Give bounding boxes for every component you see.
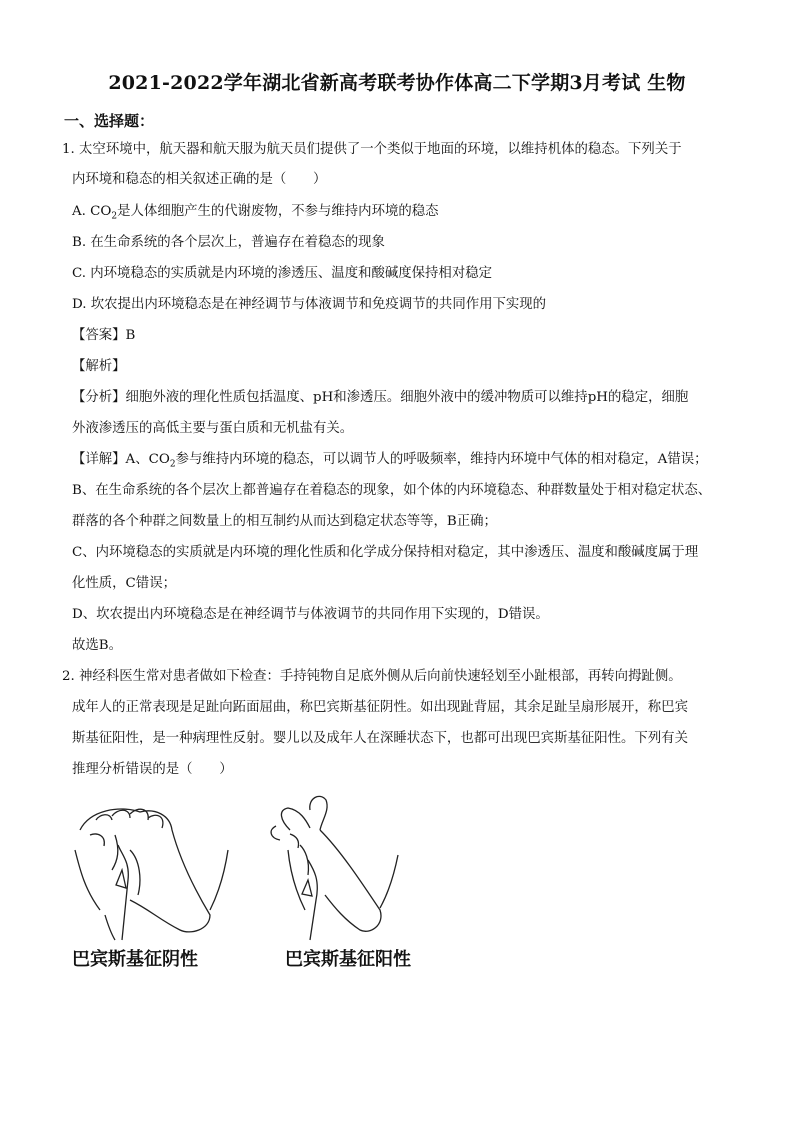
q1-option-b: B. 在生命系统的各个层次上，普遍存在着稳态的现象: [72, 235, 385, 250]
q1-jiexi-label: 【解析】: [72, 359, 126, 374]
q1-option-a-prefix: A. CO: [72, 204, 112, 219]
foot-negative-drawing: [75, 809, 228, 940]
foot-positive-drawing: [271, 796, 398, 940]
q1-detail-a: [72, 450, 708, 475]
q1-detail-b-line2: 群落的各个种群之间数量上的相互制约从而达到稳定状态等等，B正确；: [72, 514, 497, 529]
q1-detail-d: D、坎农提出内环境稳态是在神经调节与体液调节的共同作用下实现的，D错误。: [72, 607, 549, 622]
caption-positive: 巴宾斯基征阳性: [285, 949, 411, 970]
q2-stem-line3: 斯基征阳性，是一种病理性反射。婴儿以及成年人在深睡状态下，也都可出现巴宾斯基征阳性。下列有关: [72, 731, 688, 746]
q1-detail-b-line1: B、在生命系统的各个层次上都普遍存在着稳态的现象，如个体的内环境稳态、种群数量处于相对稳定状态、: [72, 483, 712, 498]
q2-stem-line2: 成年人的正常表现是足趾向跖面屈曲，称巴宾斯基征阴性。如出现趾背屈，其余足趾呈扇形展开，称巴宾: [72, 700, 688, 715]
document-title: 2021-2022学年湖北省新高考联考协作体高二下学期3月考试 生物: [108, 72, 686, 94]
q1-option-d: D. 坎农提出内环境稳态是在神经调节与体液调节和免疫调节的共同作用下实现的: [72, 297, 547, 312]
q1-option-a-subscript: 2: [111, 211, 118, 222]
q1-analysis-line1: 【分析】细胞外液的理化性质包括温度、pH和渗透压。细胞外液中的缓冲物质可以维持pH的稳定，细胞: [72, 390, 689, 405]
q1-detail-c-line1: C、内环境稳态的实质就是内环境的理化性质和化学成分保持相对稳定，其中渗透压、温度和酸碱度属于理: [72, 545, 699, 560]
q1-detail-a-subscript: 2: [169, 459, 176, 470]
q1-detail-a-text: 参与维持内环境的稳态，可以调节人的呼吸频率，维持内环境中气体的相对稳定，A错误；: [175, 452, 708, 467]
q1-option-c: C. 内环境稳态的实质就是内环境的渗透压、温度和酸碱度保持相对稳定: [72, 266, 492, 281]
q1-analysis-line2: 外液渗透压的高低主要与蛋白质和无机盐有关。: [72, 421, 354, 436]
q1-detail-a-prefix: 【详解】A、CO: [72, 452, 170, 467]
q2-stem-line4: 推理分析错误的是（ ）: [72, 762, 233, 777]
q1-option-a: [72, 202, 439, 227]
q1-detail-c-line2: 化性质，C错误；: [72, 576, 176, 591]
q1-stem-line2: 内环境和稳态的相关叙述正确的是（ ）: [72, 172, 327, 187]
q1-option-a-text: 是人体细胞产生的代谢废物，不参与维持内环境的稳态: [117, 204, 439, 219]
q1-conclusion: 故选B。: [72, 638, 123, 653]
q1-stem-line1: 1. 太空环境中，航天器和航天服为航天员们提供了一个类似于地面的环境，以维持机体的稳态。下列关于: [62, 142, 682, 157]
section-heading: 一、选择题：: [64, 112, 155, 130]
q2-stem-line1: 2. 神经科医生常对患者做如下检查：手持钝物自足底外侧从后向前快速轻划至小趾根部，再转向拇趾侧。: [62, 669, 682, 684]
caption-negative: 巴宾斯基征阴性: [72, 949, 198, 970]
q1-answer: 【答案】B: [72, 328, 136, 343]
